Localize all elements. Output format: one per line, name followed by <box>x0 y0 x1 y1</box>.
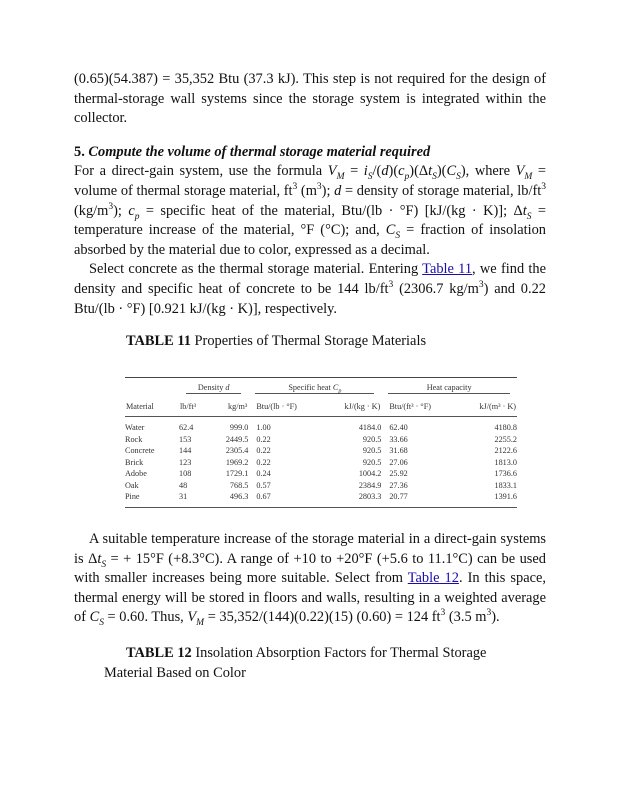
cell-density-lbft3: 108 <box>179 469 192 479</box>
step-title: Compute the volume of thermal storage material required <box>88 143 431 160</box>
cell-density-lbft3: 123 <box>179 457 192 467</box>
cell-heat-capacity-btu: 20.77 <box>381 491 458 507</box>
cell-density-lbft3: 153 <box>179 434 192 444</box>
cell-heat-capacity-kj: 1736.6 <box>494 469 517 479</box>
col-density-lbft3: lb/ft³ <box>179 396 210 416</box>
cell-density-kgm3: 1729.1 <box>225 469 249 479</box>
document-page <box>74 70 546 683</box>
cell-density-lbft3: 31 <box>179 491 210 507</box>
cell-heat-capacity-btu: 31.68 <box>389 446 408 456</box>
col-specific-heat-kj: kJ/(kg · K) <box>324 396 382 416</box>
cell-material: Rock <box>125 434 143 444</box>
cell-material: Brick <box>125 457 144 467</box>
table-12-caption <box>104 644 546 683</box>
col-material: Material <box>125 396 179 416</box>
table-row <box>125 491 517 507</box>
table-11-caption <box>126 332 546 352</box>
cell-density-kgm3: 999.0 <box>229 422 249 432</box>
cell-heat-capacity-btu: 33.66 <box>389 434 408 444</box>
table-row <box>125 480 517 492</box>
cell-specific-heat-btu: 1.00 <box>256 422 271 432</box>
cell-heat-capacity-btu: 27.36 <box>389 480 408 490</box>
step-5-heading <box>74 143 546 163</box>
heat-capacity-group-header: Heat capacity <box>388 382 510 395</box>
table-row <box>125 445 517 457</box>
cell-density-kgm3: 2305.4 <box>225 446 249 456</box>
col-heat-capacity-kj: kJ/(m³ · K) <box>458 396 517 416</box>
cell-heat-capacity-kj: 2255.2 <box>494 434 517 444</box>
table-11 <box>125 377 517 508</box>
cell-density-lbft3: 144 <box>179 446 192 456</box>
specific-heat-group-header: Specific heat $C_p$ <box>255 382 374 395</box>
temperature-increase-paragraph: A suitable temperature increase of the storage material in a direct-gain systems is $\Delta t_S$ = + 15°F (+8.3°C). A range of +10 to +20°F (+5.6 to 11.1°C) can be used with smaller increases being more suitable. Select from Table 12. In this space, thermal energy will be stored in floors and walls, resulting in a weighted average of $C_S = 0.60$. Thus, $V_M = 35,352/(144)(0.22)(15) (0.60) = 124$ $ft^3$ (3.5 $m^3$). <box>74 531 546 629</box>
cell-density-lbft3: 62.4 <box>179 422 194 432</box>
cell-specific-heat-kj: 920.5 <box>362 446 382 456</box>
table-row <box>125 457 517 469</box>
concrete-selection-paragraph: Select concrete as the thermal storage material. Entering Table 11, we find the density and specific heat of concrete to be 144 $lb/ft^3$ (2306.7 $kg/m^3$) and 0.22 Btu/(lb · °F) [0.921 kJ/(kg · K)], respectively. <box>74 261 546 317</box>
table-row <box>125 468 517 480</box>
cell-material: Water <box>125 422 145 432</box>
cell-specific-heat-btu: 0.22 <box>256 446 271 456</box>
cell-specific-heat-kj: 2384.9 <box>358 480 382 490</box>
cell-density-kgm3: 496.3 <box>210 491 248 507</box>
col-density-kgm3: kg/m³ <box>210 396 248 416</box>
cell-specific-heat-btu: 0.22 <box>256 457 271 467</box>
cell-material: Pine <box>125 491 179 507</box>
table-12-link[interactable]: Table 12 <box>407 570 459 587</box>
cell-specific-heat-kj: 920.5 <box>362 457 382 467</box>
table-row <box>125 434 517 446</box>
cell-material: Adobe <box>125 469 147 479</box>
step-number: 5. <box>74 143 85 160</box>
col-specific-heat-btu: Btu/(lb · °F) <box>248 396 323 416</box>
cell-heat-capacity-btu: 25.92 <box>389 469 408 479</box>
cell-specific-heat-btu: 0.22 <box>256 434 271 444</box>
table-12-label: TABLE 12 <box>126 645 192 662</box>
cell-specific-heat-kj: 920.5 <box>362 434 382 444</box>
table-12-title-line2: Material Based on Color <box>104 664 246 681</box>
cell-heat-capacity-kj: 1833.1 <box>494 480 517 490</box>
cell-heat-capacity-kj: 2122.6 <box>494 446 517 456</box>
table-11-link[interactable]: Table 11 <box>422 261 473 278</box>
cell-specific-heat-btu: 0.57 <box>256 480 271 490</box>
cell-heat-capacity-btu: 27.06 <box>389 457 408 467</box>
paragraph-continuation: (0.65)(54.387) = 35,352 Btu (37.3 kJ). This step is not required for the design of thermal-storage wall systems since the storage system is integrated within the collector. <box>74 71 546 127</box>
table-11-label: TABLE 11 <box>126 333 191 350</box>
cell-density-kgm3: 2449.5 <box>225 434 249 444</box>
cell-specific-heat-kj: 1004.2 <box>358 469 382 479</box>
cell-specific-heat-kj: 2803.3 <box>324 491 382 507</box>
cell-material: Concrete <box>125 446 155 456</box>
cell-specific-heat-kj: 4184.0 <box>358 422 382 432</box>
formula-paragraph: For a direct-gain system, use the formula $V_M = i_S/(d)(c_p)(\Delta t_S)(C_S)$, where $V_M$ = volume of thermal storage material, $ft^3$ $(m^3)$; d = density of storage material, $lb/ft^3$ $(kg/m^3)$; $c_p$ = specific heat of the material, Btu/(lb · °F) [kJ/(kg · K)]; $\Delta t_S$ = temperature increase of the material, °F (°C); and, $C_S$ = fraction of insolation absorbed by the material due to color, expressed as a decimal. <box>74 163 547 258</box>
table-12-title-line1: Insolation Absorption Factors for Thermal Storage <box>195 645 487 662</box>
table-11-title: Properties of Thermal Storage Materials <box>194 333 427 350</box>
cell-specific-heat-btu: 0.67 <box>248 491 323 507</box>
cell-heat-capacity-kj: 4180.8 <box>494 422 517 432</box>
cell-heat-capacity-kj: 1391.6 <box>458 491 517 507</box>
col-heat-capacity-btu: Btu/(ft³ · °F) <box>381 396 458 416</box>
cell-heat-capacity-btu: 62.40 <box>389 422 408 432</box>
cell-density-kgm3: 1969.2 <box>225 457 249 467</box>
cell-specific-heat-btu: 0.24 <box>256 469 271 479</box>
cell-density-kgm3: 768.5 <box>229 480 249 490</box>
cell-material: Oak <box>125 480 139 490</box>
cell-density-lbft3: 48 <box>179 480 188 490</box>
cell-heat-capacity-kj: 1813.0 <box>494 457 517 467</box>
table-row <box>125 416 517 433</box>
density-group-header: Density d <box>186 382 241 395</box>
